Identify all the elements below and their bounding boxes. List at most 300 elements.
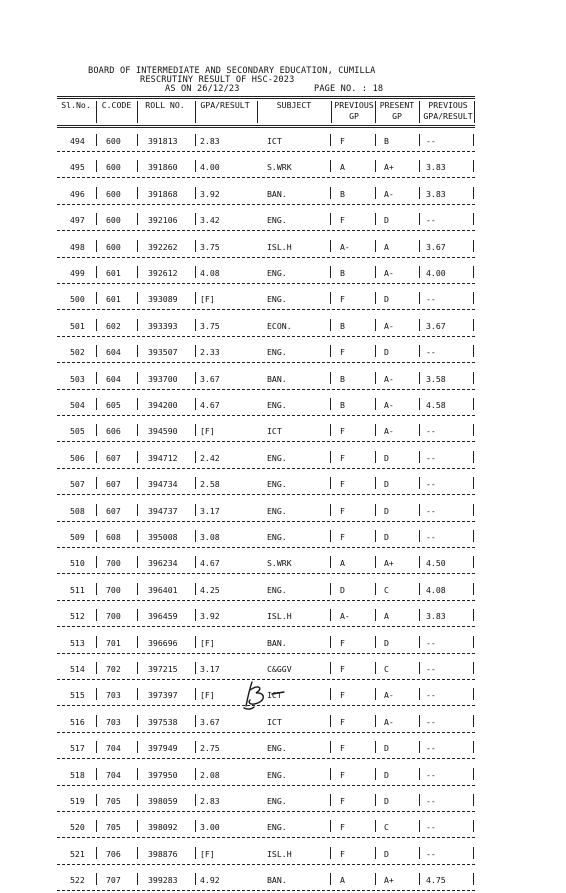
cell-sl-no: 505 [70,426,85,437]
cell-present-gp: D [384,294,389,305]
cell-subject: ENG. [267,347,287,358]
cell-sl-no: 499 [70,268,85,278]
cell-previous-gpa: 4.00 [426,268,446,278]
cell-separator [375,160,376,172]
cell-separator [96,134,97,146]
header-separator [375,101,376,123]
cell-separator [137,213,138,225]
cell-subject: ENG. [267,294,287,305]
cell-separator [96,662,97,674]
cell-previous-gpa: -- [426,769,436,780]
cell-separator [375,504,376,516]
cell-sl-no: 520 [70,822,85,833]
row-divider [57,785,475,786]
cell-gpa-result: [F] [200,294,215,305]
cell-separator [96,583,97,595]
cell-separator [96,266,97,278]
result-title: RESCRUTINY RESULT OF HSC-2023 [140,75,295,85]
cell-sl-no: 511 [70,584,85,595]
cell-separator [375,609,376,621]
cell-gpa-result: 3.67 [200,373,220,384]
cell-separator [195,266,196,278]
cell-sl-no: 518 [70,769,85,780]
cell-previous-gpa: 4.50 [426,558,446,569]
cell-c-code: 600 [106,215,121,226]
cell-previous-gp: F [340,743,345,754]
cell-separator [137,372,138,384]
cell-subject: ENG. [267,532,287,542]
cell-separator [195,794,196,806]
cell-separator [375,820,376,832]
cell-gpa-result: 4.00 [200,162,220,173]
cell-subject: ICT [267,716,282,727]
col-present-gp: PRESENT GP [379,100,415,121]
cell-separator [330,451,331,463]
cell-separator [96,688,97,700]
cell-separator [473,741,474,753]
cell-c-code: 607 [106,505,121,516]
row-divider [57,336,475,337]
cell-sl-no: 512 [70,611,85,622]
cell-gpa-result: 2.83 [200,136,220,146]
cell-separator [96,213,97,225]
table-row [57,471,475,497]
cell-previous-gp: F [340,505,345,516]
cell-c-code: 600 [106,162,121,173]
cell-separator [96,345,97,357]
row-divider [57,653,475,654]
table-row [57,313,475,339]
cell-separator [195,636,196,648]
cell-roll-no: 394200 [148,400,178,410]
cell-roll-no: 398876 [148,848,178,859]
cell-separator [330,187,331,199]
cell-c-code: 601 [106,268,121,278]
as-on-date: AS ON 26/12/23 [165,84,240,94]
cell-previous-gpa: -- [426,136,436,146]
cell-separator [375,794,376,806]
cell-separator [375,768,376,780]
cell-previous-gp: A [340,558,345,569]
cell-separator [195,820,196,832]
cell-separator [195,345,196,357]
cell-separator [96,609,97,621]
cell-roll-no: 391868 [148,188,178,199]
cell-separator [137,820,138,832]
cell-present-gp: D [384,215,389,226]
cell-c-code: 703 [106,690,121,701]
cell-separator [195,556,196,568]
cell-separator [375,266,376,278]
cell-separator [419,820,420,832]
cell-separator [96,372,97,384]
cell-previous-gpa: 4.58 [426,400,446,410]
cell-separator [419,556,420,568]
cell-separator [419,345,420,357]
table-row [57,498,475,524]
cell-previous-gp: B [340,400,345,410]
table-row [57,550,475,576]
cell-separator [137,794,138,806]
cell-separator [375,662,376,674]
cell-roll-no: 399283 [148,875,178,886]
cell-subject: ENG. [267,215,287,226]
cell-subject: ENG. [267,268,287,278]
cell-gpa-result: 3.17 [200,664,220,674]
table-row [57,445,475,471]
cell-previous-gp: F [340,690,345,701]
cell-subject: ENG. [267,743,287,754]
cell-separator [473,319,474,331]
cell-separator [330,583,331,595]
cell-separator [375,213,376,225]
cell-gpa-result: 2.83 [200,796,220,806]
cell-roll-no: 396696 [148,637,178,648]
cell-present-gp: D [384,452,389,463]
cell-roll-no: 391813 [148,136,178,146]
cell-sl-no: 497 [70,215,85,226]
cell-previous-gpa: 3.67 [426,241,446,252]
cell-gpa-result: 2.58 [200,479,220,490]
cell-subject: C&GGV [267,664,292,674]
cell-c-code: 703 [106,716,121,727]
cell-separator [419,187,420,199]
cell-separator [96,873,97,885]
cell-c-code: 705 [106,796,121,806]
cell-separator [137,715,138,727]
cell-gpa-result: 2.08 [200,769,220,780]
cell-separator [419,398,420,410]
row-divider [57,521,475,522]
cell-separator [419,662,420,674]
cell-sl-no: 500 [70,294,85,305]
cell-c-code: 607 [106,452,121,463]
table-row [57,181,475,207]
cell-previous-gpa: -- [426,532,436,542]
row-divider [57,389,475,390]
cell-separator [419,583,420,595]
cell-previous-gpa: 4.08 [426,584,446,595]
cell-c-code: 705 [106,822,121,833]
cell-separator [419,213,420,225]
cell-gpa-result: [F] [200,637,215,648]
cell-separator [137,688,138,700]
cell-c-code: 600 [106,136,121,146]
cell-gpa-result: 4.08 [200,268,220,278]
cell-subject: ICT [267,690,282,701]
cell-separator [419,847,420,859]
cell-roll-no: 394737 [148,505,178,516]
cell-separator [195,768,196,780]
cell-subject: ENG. [267,796,287,806]
cell-separator [330,820,331,832]
cell-subject: ISL.H [267,848,292,859]
cell-separator [330,424,331,436]
cell-present-gp: A- [384,716,394,727]
cell-separator [419,715,420,727]
cell-sl-no: 514 [70,664,85,674]
row-divider [57,204,475,205]
table-row [57,577,475,603]
cell-roll-no: 396234 [148,558,178,569]
cell-previous-gp: F [340,452,345,463]
cell-roll-no: 397538 [148,716,178,727]
cell-separator [375,583,376,595]
cell-previous-gpa: 3.83 [426,162,446,173]
cell-present-gp: D [384,479,389,490]
cell-roll-no: 392106 [148,215,178,226]
cell-separator [375,530,376,542]
cell-separator [473,688,474,700]
header-separator [474,101,475,123]
cell-separator [375,187,376,199]
cell-gpa-result: 2.75 [200,743,220,754]
cell-separator [195,160,196,172]
cell-gpa-result: [F] [200,848,215,859]
cell-roll-no: 397949 [148,743,178,754]
cell-previous-gp: F [340,426,345,437]
cell-separator [96,794,97,806]
cell-previous-gp: F [340,716,345,727]
cell-separator [137,847,138,859]
table-row [57,841,475,867]
cell-separator [96,424,97,436]
cell-previous-gpa: 3.83 [426,188,446,199]
cell-present-gp: A- [384,268,394,278]
cell-separator [195,451,196,463]
cell-present-gp: A- [384,188,394,199]
table-row [57,867,475,893]
table-row [57,234,475,260]
col-gpa-result: GPA/RESULT [200,100,250,110]
cell-separator [195,424,196,436]
cell-separator [375,319,376,331]
table-row [57,418,475,444]
cell-separator [330,530,331,542]
cell-separator [375,451,376,463]
cell-separator [473,345,474,357]
row-divider [57,573,475,574]
cell-separator [137,319,138,331]
cell-separator [419,768,420,780]
cell-subject: ISL.H [267,241,292,252]
table-row [57,154,475,180]
cell-previous-gp: B [340,320,345,331]
cell-c-code: 604 [106,373,121,384]
cell-separator [137,530,138,542]
cell-present-gp: A [384,611,389,622]
cell-present-gp: A [384,241,389,252]
cell-previous-gpa: -- [426,452,436,463]
cell-subject: ECON. [267,320,292,331]
cell-present-gp: A+ [384,558,394,569]
cell-sl-no: 513 [70,637,85,648]
cell-roll-no: 393089 [148,294,178,305]
cell-present-gp: C [384,584,389,595]
cell-separator [330,688,331,700]
cell-previous-gp: B [340,373,345,384]
row-divider [57,758,475,759]
cell-previous-gp: A- [340,611,350,622]
cell-previous-gp: F [340,532,345,542]
cell-separator [195,398,196,410]
cell-separator [375,847,376,859]
cell-separator [195,504,196,516]
cell-separator [195,477,196,489]
cell-separator [473,451,474,463]
cell-separator [375,345,376,357]
cell-sl-no: 495 [70,162,85,173]
cell-separator [137,292,138,304]
cell-separator [473,794,474,806]
table-row [57,339,475,365]
cell-present-gp: D [384,848,389,859]
cell-previous-gpa: -- [426,690,436,701]
cell-c-code: 604 [106,347,121,358]
cell-separator [137,398,138,410]
cell-separator [330,134,331,146]
cell-separator [419,134,420,146]
cell-separator [137,636,138,648]
cell-previous-gpa: -- [426,479,436,490]
cell-separator [137,662,138,674]
cell-separator [473,160,474,172]
cell-c-code: 607 [106,479,121,490]
table-row [57,286,475,312]
row-divider [57,626,475,627]
cell-separator [96,715,97,727]
cell-separator [330,794,331,806]
cell-gpa-result: 3.08 [200,532,220,542]
cell-previous-gp: F [340,215,345,226]
cell-separator [375,372,376,384]
cell-gpa-result: 3.17 [200,505,220,516]
cell-roll-no: 391860 [148,162,178,173]
cell-subject: ENG. [267,822,287,833]
cell-sl-no: 501 [70,320,85,331]
cell-c-code: 700 [106,558,121,569]
cell-separator [195,715,196,727]
cell-previous-gp: F [340,347,345,358]
cell-sl-no: 506 [70,452,85,463]
cell-separator [137,609,138,621]
cell-subject: S.WRK [267,558,292,569]
row-divider [57,732,475,733]
cell-separator [419,266,420,278]
header-top-rule [57,96,475,99]
cell-separator [473,820,474,832]
cell-previous-gpa: -- [426,743,436,754]
cell-separator [330,636,331,648]
cell-separator [419,372,420,384]
cell-separator [419,160,420,172]
row-divider [57,600,475,601]
cell-separator [375,424,376,436]
cell-present-gp: A- [384,426,394,437]
cell-separator [330,319,331,331]
cell-separator [137,134,138,146]
cell-separator [195,213,196,225]
cell-sl-no: 515 [70,690,85,701]
table-row [57,366,475,392]
cell-present-gp: D [384,505,389,516]
col-previous-gpa: PREVIOUS GPA/RESULT [423,100,473,121]
table-row [57,128,475,154]
cell-separator [419,794,420,806]
cell-separator [330,715,331,727]
cell-separator [375,688,376,700]
cell-separator [419,636,420,648]
cell-separator [195,873,196,885]
cell-previous-gpa: -- [426,294,436,305]
cell-roll-no: 395008 [148,532,178,542]
cell-separator [473,477,474,489]
cell-separator [330,741,331,753]
cell-separator [419,292,420,304]
cell-present-gp: A- [384,690,394,701]
cell-subject: ENG. [267,584,287,595]
cell-previous-gp: D [340,584,345,595]
row-divider [57,309,475,310]
cell-separator [96,847,97,859]
cell-present-gp: D [384,637,389,648]
row-divider [57,151,475,152]
cell-previous-gpa: -- [426,716,436,727]
cell-gpa-result: 4.92 [200,875,220,886]
cell-separator [96,636,97,648]
row-divider [57,283,475,284]
cell-roll-no: 397950 [148,769,178,780]
cell-separator [473,636,474,648]
cell-c-code: 704 [106,769,121,780]
header-separator [137,101,138,123]
cell-previous-gpa: -- [426,347,436,358]
cell-separator [195,583,196,595]
cell-previous-gp: F [340,479,345,490]
header-separator [195,101,196,123]
cell-separator [473,187,474,199]
cell-roll-no: 396401 [148,584,178,595]
cell-separator [330,504,331,516]
cell-separator [195,688,196,700]
table-row [57,735,475,761]
cell-separator [330,398,331,410]
cell-separator [473,266,474,278]
cell-subject: BAN. [267,188,287,199]
cell-previous-gpa: 4.75 [426,875,446,886]
table-row [57,207,475,233]
cell-separator [195,134,196,146]
cell-separator [375,741,376,753]
cell-separator [419,504,420,516]
cell-c-code: 606 [106,426,121,437]
cell-subject: BAN. [267,373,287,384]
cell-separator [419,530,420,542]
header-separator [96,101,97,123]
cell-separator [473,134,474,146]
cell-present-gp: D [384,743,389,754]
cell-sl-no: 494 [70,136,85,146]
cell-separator [419,873,420,885]
cell-roll-no: 398092 [148,822,178,833]
cell-sl-no: 519 [70,796,85,806]
cell-previous-gpa: -- [426,848,436,859]
row-divider [57,230,475,231]
row-divider [57,257,475,258]
cell-separator [137,240,138,252]
cell-separator [330,240,331,252]
cell-separator [473,583,474,595]
